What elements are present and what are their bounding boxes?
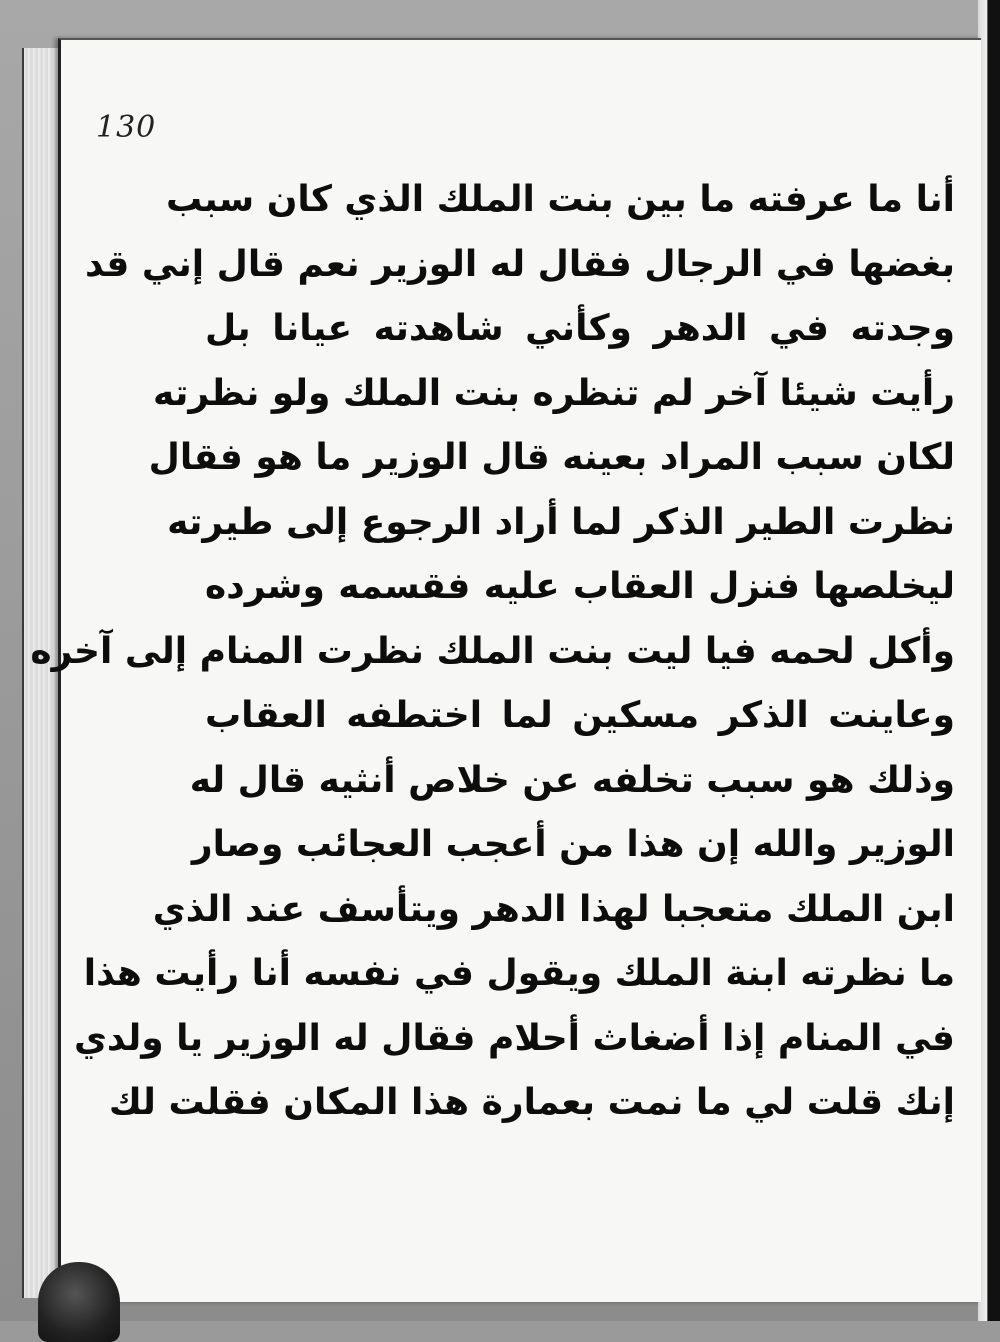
text-line: ليخلصها فنزل العقاب عليه فقسمه وشرده (205, 566, 955, 607)
holding-thumb (38, 1262, 120, 1342)
manuscript-text-block (30, 168, 955, 1136)
text-line: نظرت الطير الذكر لما أراد الرجوع إلى طيرته (167, 501, 955, 543)
text-line: وعاينت الذكر مسكين لما اختطفه العقاب (205, 695, 955, 736)
text-line: الوزير والله إن هذا من أعجب العجائب وصار (191, 824, 955, 865)
text-line: ابن الملك متعجبا لهذا الدهر ويتأسف عند الذي (152, 888, 955, 930)
text-line: إنك قلت لي ما نمت بعمارة هذا المكان فقلت لك (108, 1082, 955, 1123)
text-line: وذلك هو سبب تخلفه عن خلاص أنثيه قال له (189, 759, 955, 801)
text-line: لكان سبب المراد بعينه قال الوزير ما هو فقال (148, 437, 955, 478)
text-line: في المنام إذا أضغاث أحلام فقال له الوزير يا ولدي (73, 1017, 955, 1059)
text-line: ما نظرته ابنة الملك ويقول في نفسه أنا رأيت هذا (83, 953, 955, 994)
text-line: وجدته في الدهر وكأني شاهدته عيانا بل (205, 308, 955, 349)
text-line: بغضها في الرجال فقال له الوزير نعم قال إني قد (84, 243, 955, 285)
text-line: وأكل لحمه فيا ليت بنت الملك نظرت المنام إلى آخره (30, 630, 955, 672)
text-line: رأيت شيئا آخر لم تنظره بنت الملك ولو نظرته (153, 372, 955, 414)
folio-number: 130 (96, 110, 157, 145)
text-line: أنا ما عرفته ما بين بنت الملك الذي كان سبب (165, 179, 955, 220)
book-right-edge (978, 0, 1000, 1321)
